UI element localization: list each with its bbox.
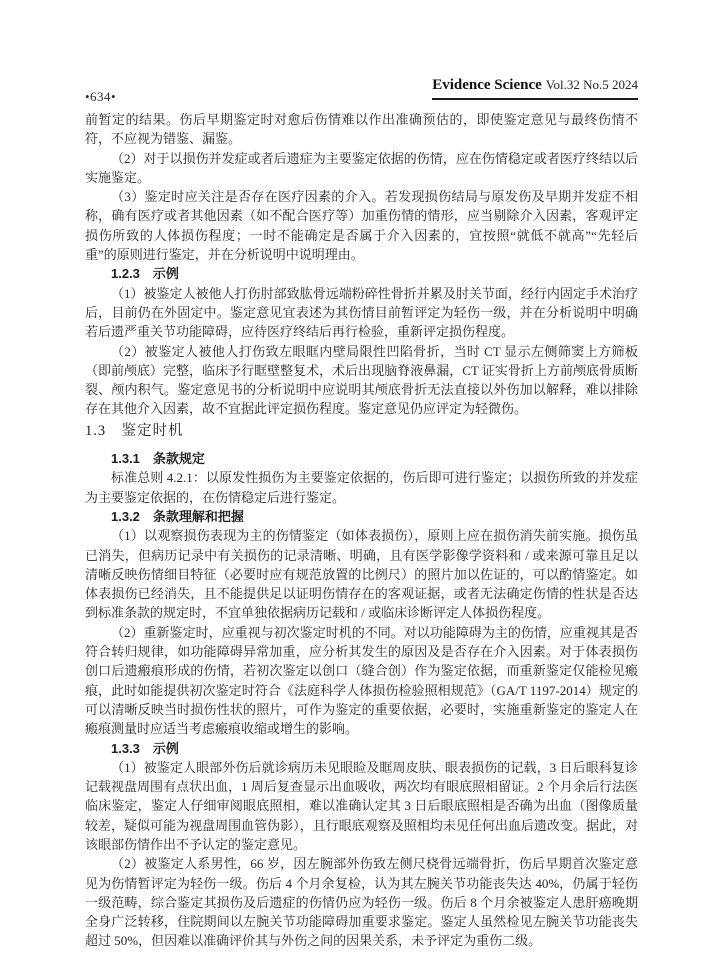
page-header (85, 74, 638, 104)
body-paragraph: （2）被鉴定人被他人打伤致左眼眶内壁局限性凹陷骨折，当时 CT 显示左侧筛窦上方筛板（即前颅底）完整，临床予行眶壁整复术，术后出现脑脊液鼻漏，CT 证实骨折上方前颅底骨质断裂、颅内积气。鉴定意见书的分析说明中应说明其颅底骨折无法直接以外伤加以解释，难以排除存在其他介入因素，故不宜据此评定损伤程度。鉴定意见仍应评定为轻微伤。 (85, 343, 638, 417)
body-paragraph: （3）鉴定时应关注是否存在医疗因素的介入。若发现损伤结局与原发伤及早期并发症不相称，确有医疗或者其他因素（如不配合医疗等）加重伤情的情形，应当剔除介入因素，客观评定损伤所致的人体损伤程度；一时不能确定是否属于介入因素的，宜按照“就低不就高”“先轻后重”的原则进行鉴定，并在分析说明中说明理由。 (85, 189, 638, 263)
journal-title (432, 76, 638, 100)
article-body (85, 110, 638, 951)
body-paragraph: （2）被鉴定人系男性，66 岁，因左腕部外伤致左侧尺桡骨远端骨折，伤后早期首次鉴定意见为伤情暂评定为轻伤一级。伤后 4 个月余复检，认为其左腕关节功能丧失达 40%，仍属于轻伤一级范畴，综合鉴定其损伤及后遗症的伤情仍应为轻伤一级。伤后 8 个月余被鉴定人患肝癌晚期全身广泛转移，住院期间以左腕关节功能障碍加重要求鉴定。鉴定人虽然检见左腕关节功能丧失超过 50%，但因难以准确评价其与外伤之间的因果关系，未予评定为重伤二级。 (85, 856, 638, 949)
subsection-heading: 1.3.3 示例 (111, 740, 179, 756)
subsection-heading: 1.3.2 条款理解和把握 (111, 508, 244, 524)
body-paragraph: （1）被鉴定人被他人打伤肘部致肱骨远端粉碎性骨折并累及肘关节面，经行内固定手术治疗后，目前仍在外固定中。鉴定意见宜表述为其伤情目前暂评定为轻伤一级，并在分析说明中明确若后遗严重关节功能障碍，应待医疗终结后再行检验，重新评定损伤程度。 (85, 285, 638, 340)
body-paragraph: （1）以观察损伤表现为主的伤情鉴定（如体表损伤），原则上应在损伤消失前实施。损伤虽已消失，但病历记录中有关损伤的记录清晰、明确，且有医学影像学资料和 / 或来源可靠且足以清晰反映伤情细目特征（必要时应有规范放置的比例尺）的照片加以佐证的，可以酌情鉴定。如体表损伤已经消失，且不能提供足以证明伤情存在的客观证据，或者无法确定伤情的性状是否达到标准条款的规定时，不宜单独依据病历记载和 / 或临床诊断评定人体损伤程度。 (85, 528, 638, 621)
subsection-heading: 1.3.1 条款规定 (111, 451, 205, 467)
subsection-heading: 1.2.3 示例 (111, 266, 179, 282)
section-heading: 1.3 鉴定时机 (85, 422, 184, 439)
journal-name: Evidence Science (432, 77, 542, 93)
body-paragraph: （2）对于以损伤并发症或者后遗症为主要鉴定依据的伤情，应在伤情稳定或者医疗终结以后实施鉴定。 (85, 150, 638, 185)
journal-issue: Vol.32 No.5 2024 (545, 77, 638, 92)
body-paragraph: 标准总则 4.2.1：以原发性损伤为主要鉴定依据的，伤后即可进行鉴定；以损伤所致的并发症为主要鉴定依据的，在伤情稳定后进行鉴定。 (85, 470, 638, 505)
body-paragraph-continued: 前暂定的结果。伤后早期鉴定时对愈后伤情难以作出准确预估的，即使鉴定意见与最终伤情不符，不应视为错鉴、漏鉴。 (85, 112, 638, 147)
body-paragraph: （1）被鉴定人眼部外伤后就诊病历未见眼睑及眶周皮肤、眼表损伤的记载，3 日后眼科复诊记载视盘周围有点状出血，1 周后复查显示出血吸收，两次均有眼底照相留证。2 个月余后行法医临床鉴定，鉴定人仔细审阅眼底照相，难以准确认定其 3 日后眼底照相是否确为出血（图像质量较差，疑似可能为视盘周围血管伪影），且行眼底观察及照相均未见任何出血后遗改变。据此，对该眼部伤情作出不予认定的鉴定意见。 (85, 759, 638, 852)
page-number: •634• (85, 89, 117, 104)
body-paragraph: （2）重新鉴定时，应重视与初次鉴定时机的不同。对以功能障碍为主的伤情，应重视其是否符合转归规律，如功能障碍异常加重，应分析其发生的原因及是否存在介入因素。对于体表损伤创口后遗瘢痕形成的伤情，若初次鉴定以创口（缝合创）作为鉴定依据，而重新鉴定仅能检见瘢痕，此时如能提供初次鉴定时符合《法庭科学人体损伤检验照相规范》（GA/T 1197-2014）规定的可以清晰反映当时损伤性状的照片，可作为鉴定的重要依据，必要时，实施重新鉴定的鉴定人在瘢痕测量时应适当考虑瘢痕收缩或增生的影响。 (85, 624, 638, 737)
